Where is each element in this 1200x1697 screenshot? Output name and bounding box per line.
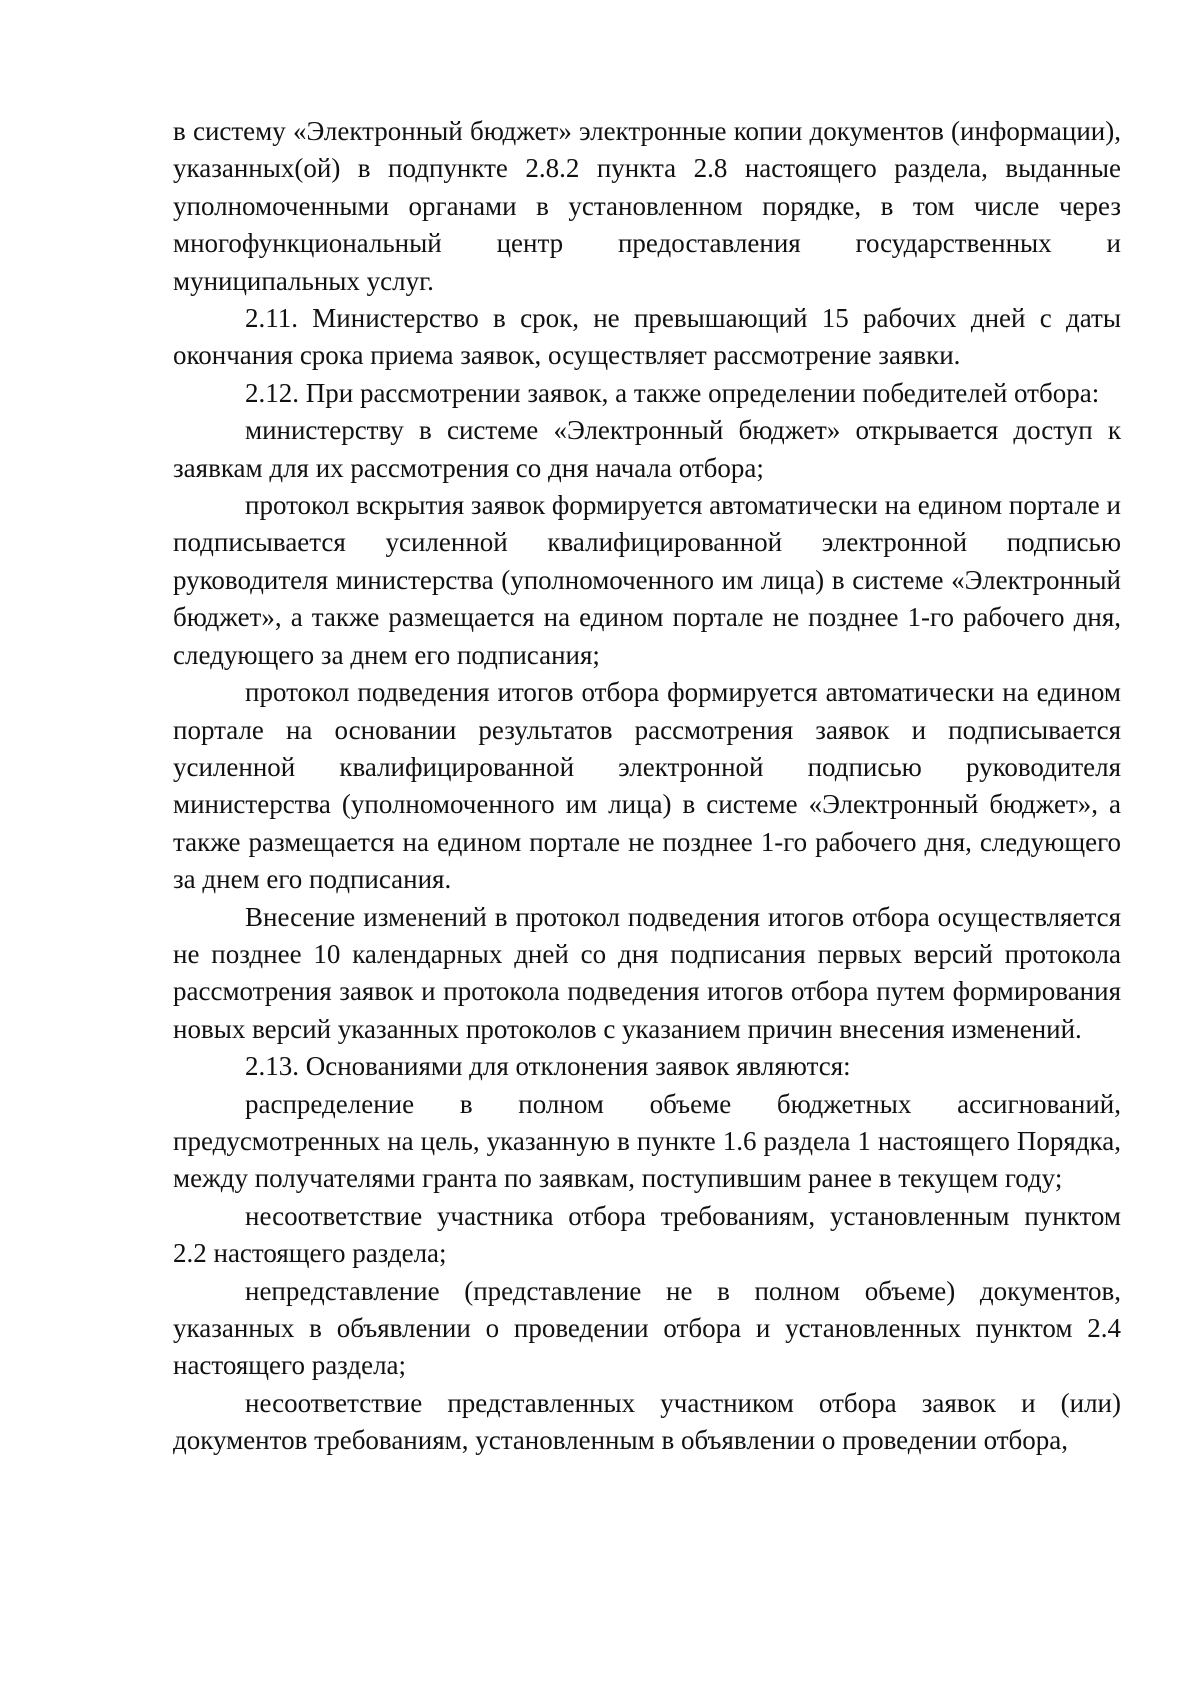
document-body <box>173 113 1121 1460</box>
paragraph-budget-allocation: распределение в полном объеме бюджетных ассигнований, предусмотренных на цель, указанную в пункте 1.6 раздела 1 настоящего Порядка, между получателями гранта по заявкам, поступившим ранее в текущем году; <box>173 1088 1121 1194</box>
paragraph-continuation: в систему «Электронный бюджет» электронные копии документов (информации), указанных(ой) в подпункте 2.8.2 пункта 2.8 настоящего раздела, выданные уполномоченными органами в установленном порядке, в том числе через многофункциональный центр предоставления государственных и муниципальных услуг. <box>173 116 1121 296</box>
paragraph-documents-nonconformity: несоответствие представленных участником отбора заявок и (или) документов требованиям, установленным в объявлении о проведении отбора, <box>173 1387 1121 1456</box>
paragraph-2-11: 2.11. Министерство в срок, не превышающий 15 рабочих дней с даты окончания срока приема заявок, осуществляет рассмотрение заявки. <box>173 303 1121 371</box>
paragraph-results-protocol: протокол подведения итогов отбора формируется автоматически на едином портале на основании результатов рассмотрения заявок и подписывается усиленной квалифицированной электронной подписью руководителя министерства (уполномоченного им лица) в системе «Электронный бюджет», а также размещается на едином портале не позднее 1-го рабочего дня, следующего за днем его подписания. <box>173 677 1121 895</box>
paragraph-2-12: 2.12. При рассмотрении заявок, а также определении победителей отбора: <box>245 377 1100 408</box>
paragraph-missing-documents: непредставление (представление не в полном объеме) документов, указанных в объявлении о проведении отбора и установленных пунктом 2.4 настоящего раздела; <box>173 1275 1121 1381</box>
paragraph-participant-nonconformity: несоответствие участника отбора требованиям, установленным пунктом 2.2 настоящего раздела; <box>173 1200 1121 1269</box>
paragraph-protocol-changes: Внесение изменений в протокол подведения итогов отбора осуществляется не позднее 10 календарных дней со дня подписания первых версий протокола рассмотрения заявок и протокола подведения итогов отбора путем формирования новых версий указанных протоколов с указанием причин внесения изменений. <box>173 901 1121 1044</box>
paragraph-access-to-applications: министерству в системе «Электронный бюджет» открывается доступ к заявкам для их рассмотрения со дня начала отбора; <box>173 415 1121 483</box>
paragraph-2-13: 2.13. Основаниями для отклонения заявок являются: <box>245 1051 851 1082</box>
paragraph-opening-protocol: протокол вскрытия заявок формируется автоматически на едином портале и подписывается усиленной квалифицированной электронной подписью руководителя министерства (уполномоченного им лица) в системе «Электронный бюджет», а также размещается на едином портале не позднее 1-го рабочего дня, следующего за днем его подписания; <box>173 490 1121 670</box>
